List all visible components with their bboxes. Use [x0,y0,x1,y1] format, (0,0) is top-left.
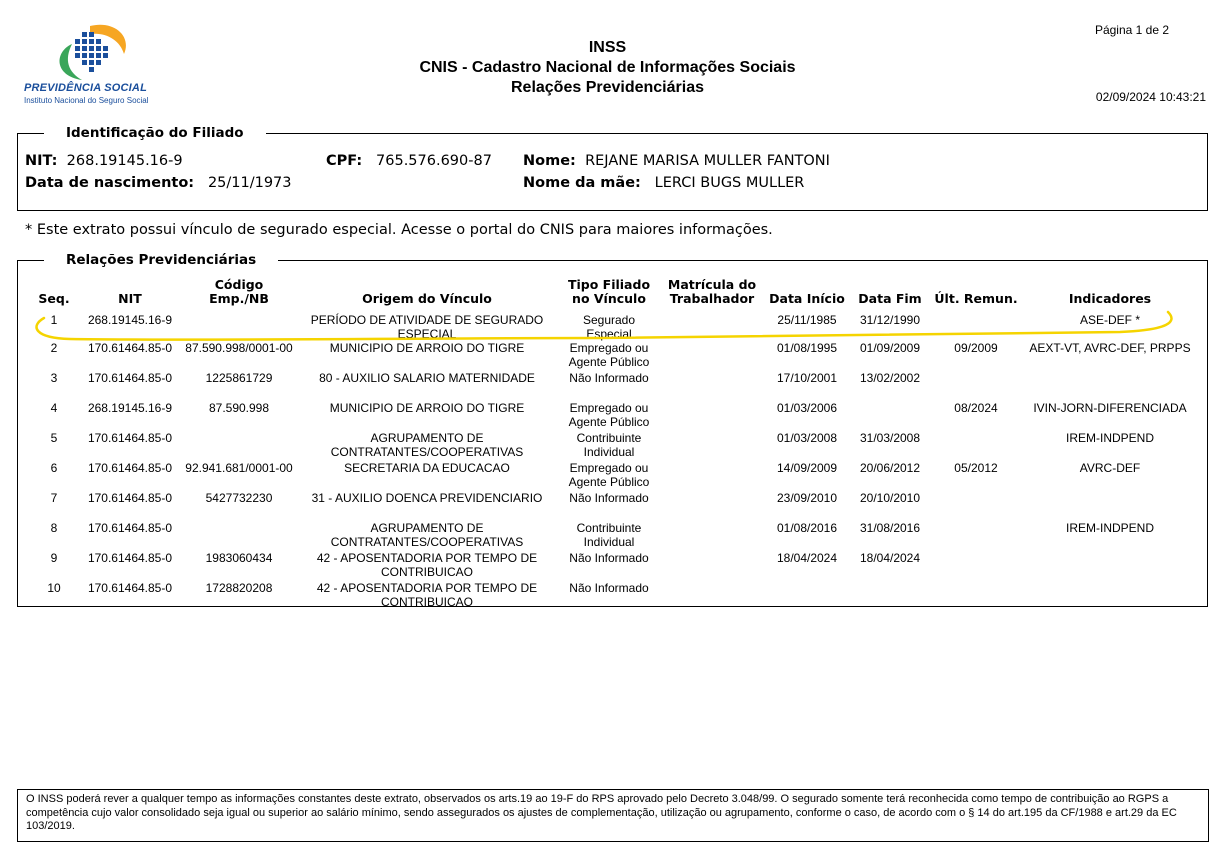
logo-brand-text: PREVIDÊNCIA SOCIAL [24,82,147,94]
cell-nit: 268.19145.16-9 [87,401,173,415]
cell-tipo: Empregado ou Agente Público [568,461,650,489]
cell-nit: 170.61464.85-0 [87,341,173,355]
cell-data-fim: 31/12/1990 [859,313,921,327]
identificacao-legend: Identificação do Filiado [44,125,266,141]
cpf-value: 765.576.690-87 [376,153,492,169]
cell-origem: AGRUPAMENTO DE CONTRATANTES/COOPERATIVAS [330,521,524,549]
cell-ult-remun [930,581,1022,611]
cell-seq: 6 [50,461,58,475]
cell-ult-remun: 08/2024 [954,401,998,415]
cell-codigo [182,313,296,341]
cell-data-fim: 13/02/2002 [859,371,921,385]
cell-data-fim: 31/03/2008 [859,431,921,445]
cell-seq: 7 [50,491,58,505]
cell-data-inicio: 01/03/2006 [776,401,838,415]
cell-data-inicio: 25/11/1985 [777,313,837,327]
cell-indicadores: ASE-DEF * [1079,313,1140,327]
table-row [30,371,1198,401]
cell-ult-remun: 09/2009 [954,341,998,355]
cell-nit: 170.61464.85-0 [87,551,173,565]
cell-nit: 170.61464.85-0 [87,491,173,505]
cell-nit: 268.19145.16-9 [87,313,173,327]
col-header-ult-remun: Últ. Remun. [934,291,1018,306]
cell-ult-remun [930,551,1022,581]
cpf-field [326,153,492,169]
header-title: INSS [588,39,627,56]
cell-codigo: 87.590.998/0001-00 [185,341,293,355]
cell-origem: 42 - APOSENTADORIA POR TEMPO DE CONTRIBUICAO [316,551,538,579]
cell-indicadores: IREM-INDPEND [1065,431,1154,445]
cell-origem: PERÍODO DE ATIVIDADE DE SEGURADO ESPECIAL [310,313,544,341]
cell-nit: 170.61464.85-0 [87,371,173,385]
cell-data-fim [850,581,930,611]
cpf-label: CPF: [326,153,363,169]
cell-seq: 8 [50,521,58,535]
cell-matricula [660,431,764,461]
cell-data-fim: 01/09/2009 [859,341,921,355]
cell-data-inicio: 18/04/2024 [776,551,838,565]
cell-origem: SECRETARIA DA EDUCACAO [344,461,510,475]
cell-origem: 31 - AUXILIO DOENCA PREVIDENCIARIO [311,491,543,505]
cell-data-fim: 18/04/2024 [859,551,921,565]
cell-data-fim: 20/06/2012 [859,461,921,475]
cell-ult-remun: 05/2012 [954,461,998,475]
table-row [30,431,1198,461]
cell-matricula [660,491,764,521]
cell-data-inicio: 01/08/2016 [776,521,838,535]
cell-matricula [660,313,764,341]
cell-indicadores: AEXT-VT, AVRC-DEF, PRPPS [1029,341,1191,355]
cell-tipo: Não Informado [569,551,649,565]
cell-indicadores: AVRC-DEF [1079,461,1141,475]
cell-seq: 1 [50,313,58,327]
cell-tipo: Empregado ou Agente Público [568,341,650,369]
cell-codigo: 1728820208 [205,581,273,595]
cell-origem: 80 - AUXILIO SALARIO MATERNIDADE [319,371,535,385]
cell-indicadores: IVIN-JORN-DIFERENCIADA [1033,401,1187,415]
cell-ult-remun [930,313,1022,341]
identificacao-box [17,133,1208,211]
nascimento-field [25,175,292,191]
cell-tipo: Empregado ou Agente Público [568,401,650,429]
cell-tipo: Segurado Especial [582,313,636,341]
cell-nit: 170.61464.85-0 [87,521,173,535]
table-row [30,401,1198,431]
cell-origem: 42 - APOSENTADORIA POR TEMPO DE CONTRIBUICAO [316,581,538,609]
nome-value: REJANE MARISA MULLER FANTONI [585,153,830,169]
mae-value: LERCI BUGS MULLER [654,175,805,191]
mae-label: Nome da mãe: [523,175,641,191]
col-header-indicadores: Indicadores [1068,291,1152,306]
cell-indicadores: IREM-INDPEND [1065,521,1154,535]
table-row [30,491,1198,521]
cell-seq: 9 [50,551,58,565]
table-row [30,551,1198,581]
cell-matricula [660,461,764,491]
relacoes-table [30,278,1198,611]
cell-data-inicio: 01/08/1995 [776,341,838,355]
cell-tipo: Contribuinte Individual [576,521,642,549]
cell-codigo: 1983060434 [205,551,273,565]
cell-codigo: 5427732230 [205,491,273,505]
cell-data-fim [850,401,930,431]
cell-origem: MUNICIPIO DE ARROIO DO TIGRE [329,341,525,355]
cell-nit: 170.61464.85-0 [87,461,173,475]
nascimento-value: 25/11/1973 [207,175,292,191]
col-header-data-fim: Data Fim [858,291,922,306]
cell-data-fim: 20/10/2010 [859,491,921,505]
cell-seq: 4 [50,401,58,415]
cell-nit: 170.61464.85-0 [87,431,173,445]
cell-indicadores [1022,581,1198,611]
cell-tipo: Não Informado [569,371,649,385]
nit-label: NIT: [25,153,58,169]
table-row [30,461,1198,491]
cell-codigo [182,521,296,551]
cell-tipo: Não Informado [569,491,649,505]
cell-seq: 5 [50,431,58,445]
cell-origem: AGRUPAMENTO DE CONTRATANTES/COOPERATIVAS [330,431,524,459]
cell-indicadores [1022,491,1198,521]
cell-ult-remun [930,371,1022,401]
cell-tipo: Não Informado [569,581,649,595]
col-header-nit: NIT [118,291,142,306]
nit-field [25,153,183,169]
col-header-data-inicio: Data Início [769,291,845,306]
page-number: Página 1 de 2 [1094,23,1169,37]
cell-origem: MUNICIPIO DE ARROIO DO TIGRE [329,401,525,415]
cell-matricula [660,581,764,611]
document-header [0,38,1215,98]
cell-ult-remun [930,431,1022,461]
logo-subtitle-text: Instituto Nacional do Seguro Social [24,96,149,105]
cell-ult-remun [930,521,1022,551]
cell-codigo [182,431,296,461]
cell-data-inicio: 01/03/2008 [776,431,838,445]
nome-label: Nome: [523,153,576,169]
mae-field [523,175,804,191]
col-header-matricula: Matrícula do Trabalhador [667,277,757,306]
col-header-tipo: Tipo Filiado no Vínculo [567,277,651,306]
col-header-codigo: Código Emp./NB [209,277,269,306]
cell-matricula [660,341,764,371]
col-header-origem: Origem do Vínculo [362,291,492,306]
cell-matricula [660,551,764,581]
cell-data-inicio [764,581,850,611]
cell-data-fim: 31/08/2016 [859,521,921,535]
cell-seq: 3 [50,371,58,385]
legal-footer: O INSS poderá rever a qualquer tempo as informações constantes deste extrato, observados os arts.19 ao 19-F do RPS aprovado pelo Decreto 3.048/99. O segurado somente terá reconhecida como tempo de contribuição ao RGPS a competência cujo valor consolidado seja igual ou superior ao salário mínimo, sendo assegurados os ajustes de complementação, utilização ou agrupamento, conforme o caso, de acordo com o § 14 do art.195 da CF/1988 e art.29 da EC 103/2019. [17,789,1209,842]
table-header-row [30,278,1198,313]
table-row [30,341,1198,371]
cell-matricula [660,371,764,401]
cell-codigo: 87.590.998 [208,401,270,415]
cell-seq: 10 [47,581,61,595]
cell-data-inicio: 23/09/2010 [776,491,838,505]
cell-indicadores [1022,551,1198,581]
cell-data-inicio: 17/10/2001 [776,371,838,385]
header-section: Relações Previdenciárias [510,79,704,96]
cell-ult-remun [930,491,1022,521]
nome-field [523,153,830,169]
relacoes-legend: Relações Previdenciárias [44,252,278,268]
segurado-especial-notice: * Este extrato possui vínculo de segurado especial. Acesse o portal do CNIS para maiores informações. [25,222,773,238]
nit-value: 268.19145.16-9 [66,153,183,169]
cell-matricula [660,401,764,431]
cell-indicadores [1022,371,1198,401]
cell-codigo: 92.941.681/0001-00 [185,461,293,475]
issue-datetime: 02/09/2024 10:43:21 [1095,90,1206,104]
cell-nit: 170.61464.85-0 [87,581,173,595]
table-row [30,521,1198,551]
header-subtitle: CNIS - Cadastro Nacional de Informações Sociais [419,59,796,76]
cell-codigo: 1225861729 [205,371,273,385]
nascimento-label: Data de nascimento: [25,175,195,191]
table-row [30,581,1198,611]
cell-seq: 2 [50,341,58,355]
cell-matricula [660,521,764,551]
col-header-seq: Seq. [38,291,70,306]
cell-tipo: Contribuinte Individual [576,431,642,459]
table-row [30,313,1198,341]
cell-data-inicio: 14/09/2009 [776,461,838,475]
